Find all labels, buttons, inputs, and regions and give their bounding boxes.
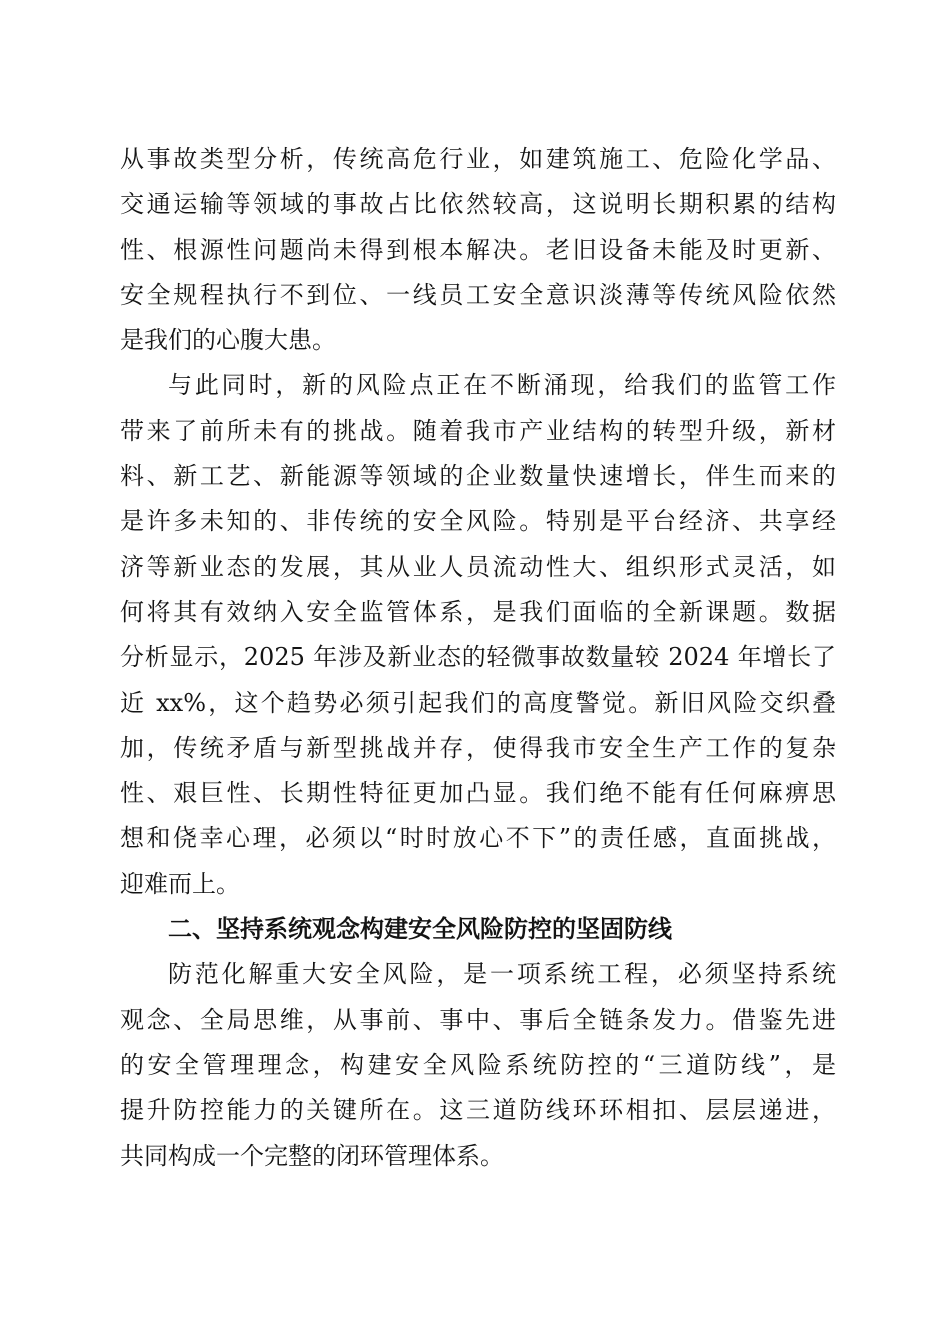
text-line: 是许多未知的、非传统的安全风险。特别是平台经济、共享经 [120, 507, 836, 536]
text-line: 近 xx%，这个趋势必须引起我们的高度警觉。新旧风险交织叠 [120, 688, 836, 717]
text-line: 分析显示，2025 年涉及新业态的轻微事故数量较 2024 年增长了 [120, 643, 836, 672]
text-line: 防范化解重大安全风险，是一项系统工程，必须坚持系统 [168, 960, 836, 989]
text-line: 的安全管理理念，构建安全风险系统防控的“三道防线”，是 [120, 1050, 836, 1079]
text-line: 提升防控能力的关键所在。这三道防线环环相扣、层层递进， [120, 1096, 836, 1125]
text-line: 性、艰巨性、长期性特征更加凸显。我们绝不能有任何麻痹思 [120, 779, 836, 808]
text-line: 想和侥幸心理，必须以“时时放心不下”的责任感，直面挑战， [120, 824, 836, 853]
text-line: 加，传统矛盾与新型挑战并存，使得我市安全生产工作的复杂 [120, 733, 836, 762]
text-line: 何将其有效纳入安全监管体系，是我们面临的全新课题。数据 [120, 597, 836, 626]
text-line: 共同构成一个完整的闭环管理体系。 [120, 1141, 504, 1170]
text-line: 料、新工艺、新能源等领域的企业数量快速增长，伴生而来的 [120, 462, 836, 491]
text-line: 从事故类型分析，传统高危行业，如建筑施工、危险化学品、 [120, 145, 836, 173]
text-line: 安全规程执行不到位、一线员工安全意识淡薄等传统风险依然 [120, 280, 836, 309]
text-line: 性、根源性问题尚未得到根本解决。老旧设备未能及时更新、 [120, 235, 836, 264]
text-line: 交通运输等领域的事故占比依然较高，这说明长期积累的结构 [120, 190, 836, 219]
text-line: 是我们的心腹大患。 [120, 326, 336, 355]
text-line: 迎难而上。 [120, 869, 240, 898]
text-line: 带来了前所未有的挑战。随着我市产业结构的转型升级，新材 [120, 416, 836, 445]
text-line: 与此同时，新的风险点正在不断涌现，给我们的监管工作 [168, 371, 836, 400]
section-heading: 二、坚持系统观念构建安全风险防控的坚固防线 [168, 915, 672, 944]
document-body [120, 137, 836, 1179]
text-line: 观念、全局思维，从事前、事中、事后全链条发力。借鉴先进 [120, 1005, 836, 1034]
text-line: 济等新业态的发展，其从业人员流动性大、组织形式灵活，如 [120, 552, 836, 581]
